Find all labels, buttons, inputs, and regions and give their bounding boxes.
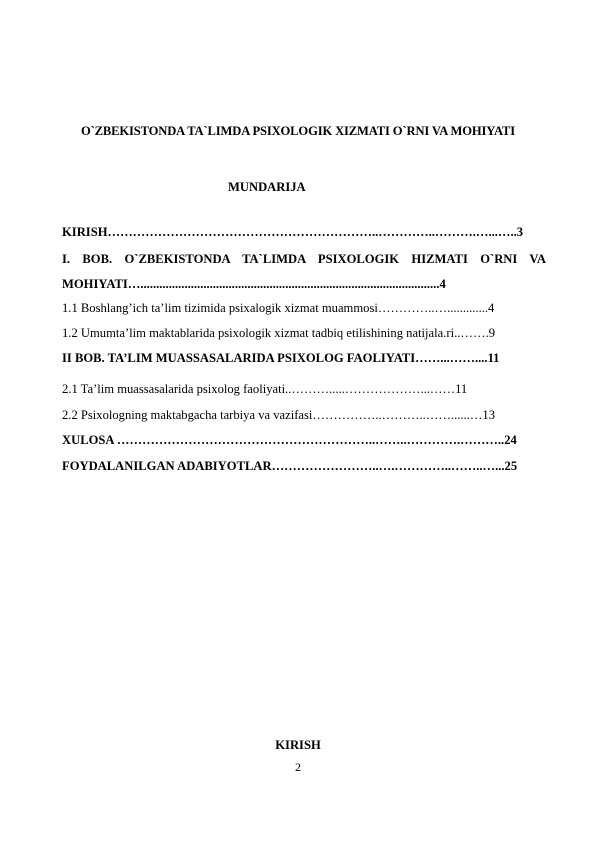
toc-entry-section-2-1: 2.1 Ta’lim muassasalarida psixolog faoliyati..……….....………………...……11 [62, 382, 468, 396]
toc-entry-chapter-2: II BOB. TA’LIM MUASSASALARIDA PSIXOLOG FAOLIYATI……...……....11 [62, 351, 500, 365]
toc-entry-xulosa: XULOSA ……………………………………………………..……..………….………..24 [62, 433, 517, 447]
toc-entry-section-2-2: 2.2 Psixologning maktabgacha tarbiya va vazifasi……………..………..……......…13 [62, 408, 496, 422]
document-title: O`ZBEKISTONDA TA`LIMDA PSIXOLOGIK XIZMATI O`RNI VA MOHIYATI [80, 124, 516, 138]
toc-heading: MUNDARIJA [228, 180, 306, 194]
toc-entry-section-1-2: 1.2 Umumta’lim maktablarida psixologik xizmat tadbiq etilishining natijala.ri..…….9 [62, 326, 496, 340]
section-heading-kirish: KIRISH [275, 738, 321, 752]
toc-entry-section-1-1: 1.1 Boshlang’ich ta’lim tizimida psixalogik xizmat muammosi…………..….............4 [62, 301, 495, 315]
toc-entry-foydalanilgan-adabiyotlar: FOYDALANILGAN ADABIYOTLAR……………………..….…………..……..…...25 [62, 459, 518, 473]
toc-entry-kirish: KIRISH………………………………………………………..…………..……….…...…..3 [62, 225, 524, 239]
page-number: 2 [295, 760, 301, 774]
toc-entry-chapter-1-line-1: I. BOB. O`ZBEKISTONDA TA`LIMDA PSIXOLOGIK HIZMATI O`RNI VA [62, 252, 546, 266]
toc-entry-chapter-1-line-2: MOHIYATI…...............................................................................................4 [62, 277, 446, 291]
